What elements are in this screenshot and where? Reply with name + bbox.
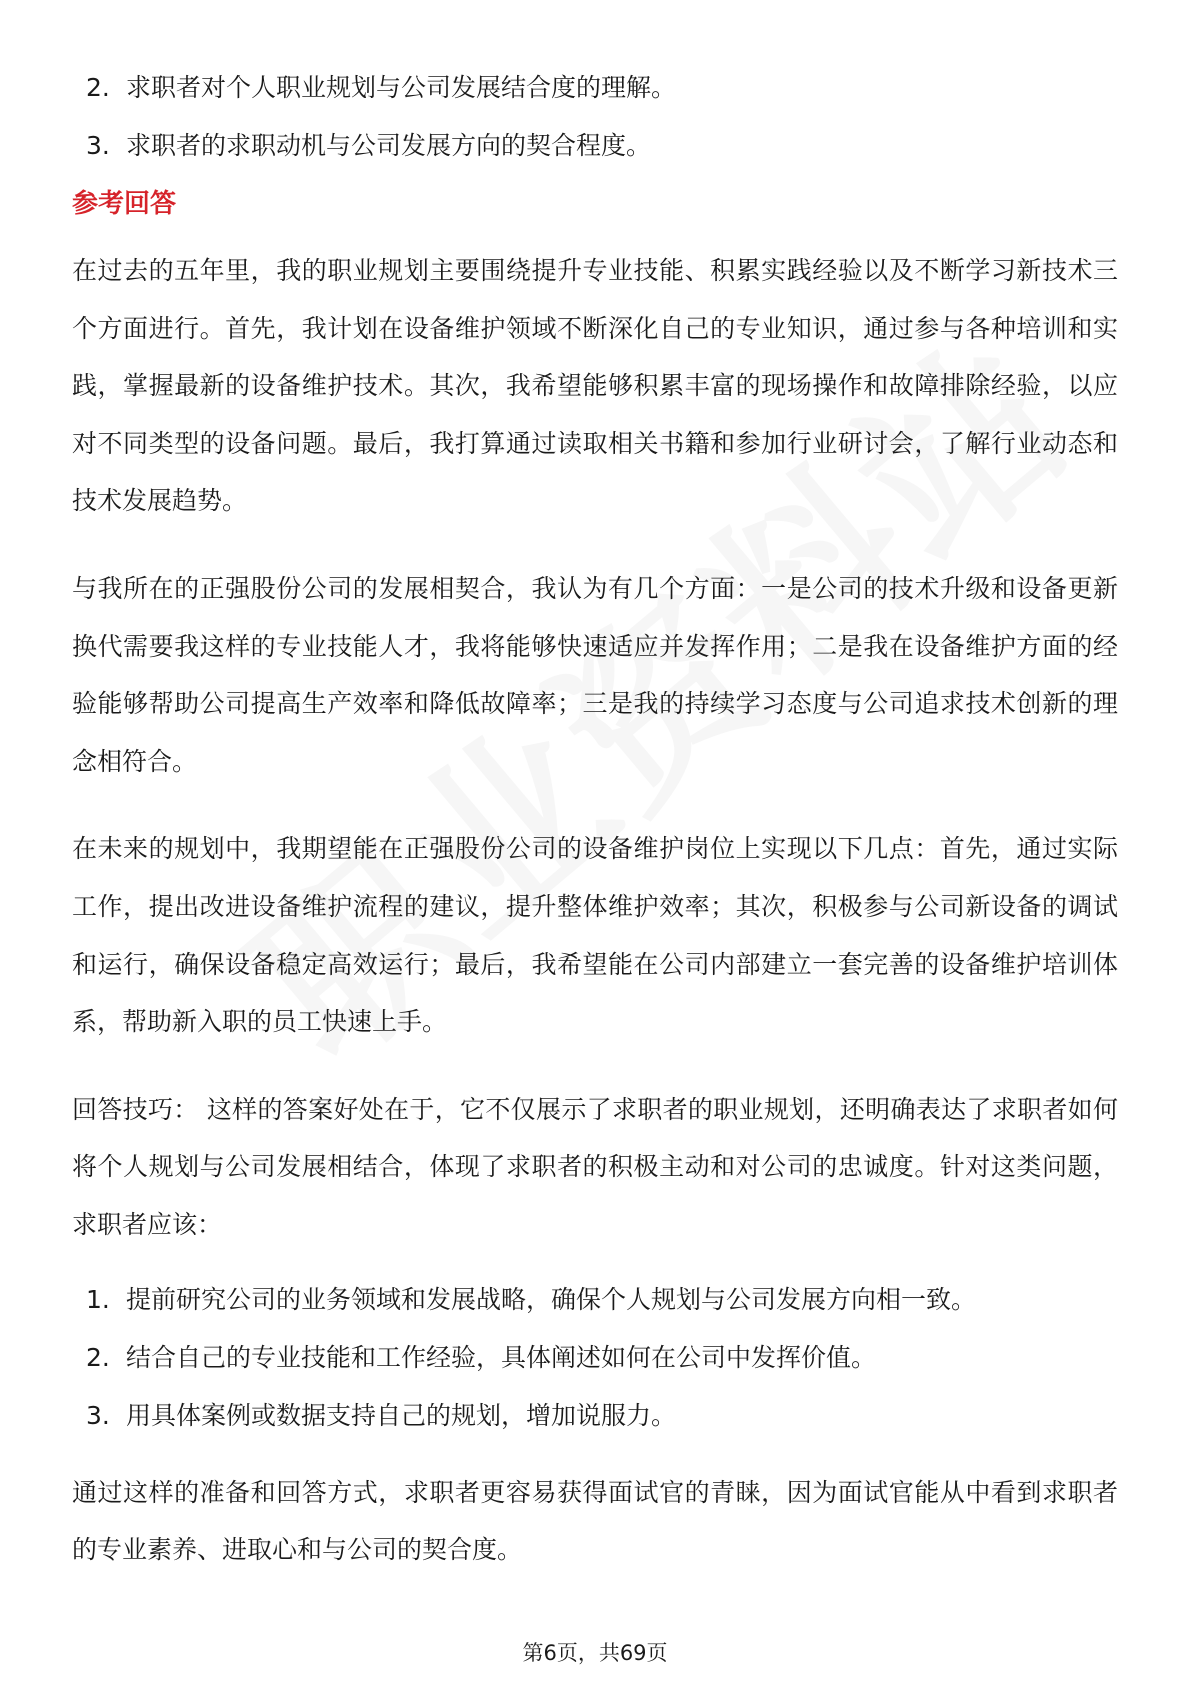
list-item	[72, 1340, 1118, 1376]
criteria-list	[72, 70, 1118, 164]
tips-paragraph: 回答技巧： 这样的答案好处在于，它不仅展示了求职者的职业规划，还明确表达了求职者如何将个人规划与公司发展相结合，体现了求职者的积极主动和对公司的忠诚度。针对这类问题，求职者应该：	[72, 1094, 1118, 1239]
section-heading: 参考回答	[72, 189, 177, 219]
closing-paragraph: 通过这样的准备和回答方式，求职者更容易获得面试官的青睐，因为面试官能从中看到求职者的专业素养、进取心和与公司的契合度。	[72, 1477, 1118, 1565]
page-number-footer: 第6页，共69页	[522, 1641, 668, 1665]
list-item	[72, 70, 1118, 106]
answer-paragraph: 与我所在的正强股份公司的发展相契合，我认为有几个方面：一是公司的技术升级和设备更新换代需要我这样的专业技能人才，我将能够快速适应并发挥作用；二是我在设备维护方面的经验能够帮助公司提高生产效率和降低故障率；三是我的持续学习态度与公司追求技术创新的理念相符合。	[72, 573, 1118, 776]
list-item-number: 2.	[86, 73, 110, 102]
tips-list	[72, 1282, 1118, 1434]
list-item-text: 提前研究公司的业务领域和发展战略，确保个人规划与公司发展方向相一致。	[126, 1284, 977, 1314]
list-item-number: 3.	[86, 131, 110, 160]
list-item-number: 3.	[86, 1400, 110, 1430]
list-item	[72, 128, 1118, 164]
list-item-text: 求职者对个人职业规划与公司发展结合度的理解。	[126, 73, 677, 102]
list-item-number: 1.	[86, 1284, 110, 1314]
list-item-text: 用具体案例或数据支持自己的规划，增加说服力。	[126, 1400, 677, 1430]
list-item-number: 2.	[86, 1342, 110, 1372]
list-item	[72, 1282, 1118, 1318]
answer-paragraph: 在过去的五年里，我的职业规划主要围绕提升专业技能、积累实践经验以及不断学习新技术三个方面进行。首先，我计划在设备维护领域不断深化自己的专业知识，通过参与各种培训和实践，掌握最新的设备维护技术。其次，我希望能够积累丰富的现场操作和故障排除经验，以应对不同类型的设备问题。最后，我打算通过读取相关书籍和参加行业研讨会，了解行业动态和技术发展趋势。	[72, 256, 1118, 516]
answer-paragraph: 在未来的规划中，我期望能在正强股份公司的设备维护岗位上实现以下几点：首先，通过实际工作，提出改进设备维护流程的建议，提升整体维护效率；其次，积极参与公司新设备的调试和运行，确保设备稳定高效运行；最后，我希望能在公司内部建立一套完善的设备维护培训体系，帮助新入职的员工快速上手。	[72, 834, 1118, 1037]
list-item-text: 结合自己的专业技能和工作经验，具体阐述如何在公司中发挥价值。	[126, 1342, 877, 1372]
page-content	[72, 70, 1118, 1609]
list-item-text: 求职者的求职动机与公司发展方向的契合程度。	[126, 131, 652, 160]
list-item	[72, 1398, 1118, 1434]
